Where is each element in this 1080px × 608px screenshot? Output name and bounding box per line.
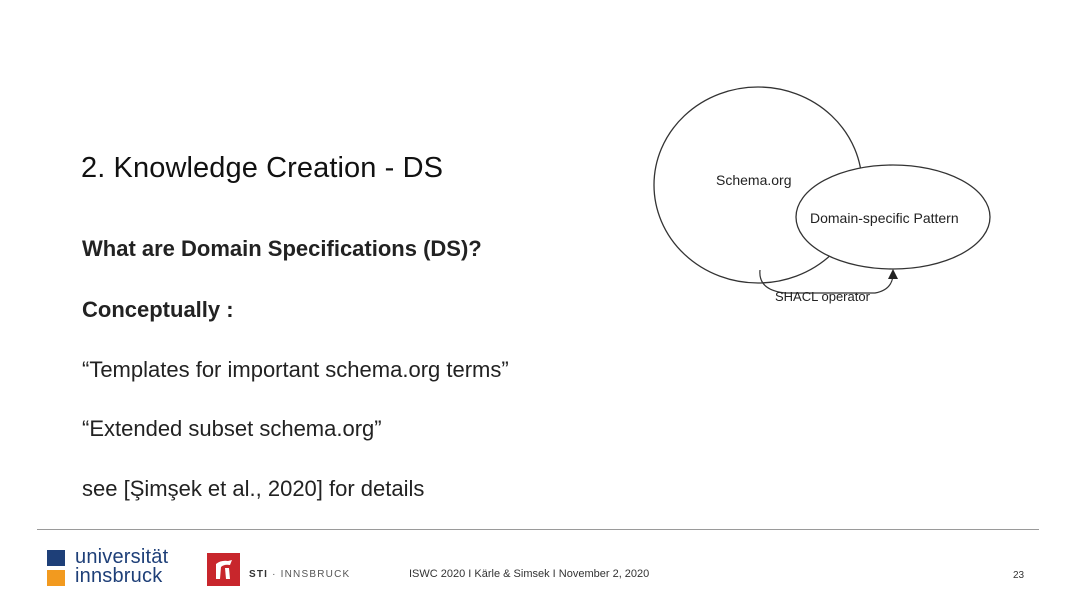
venn-diagram	[640, 80, 1000, 310]
footer-conference-info: ISWC 2020 I Kärle & Simsek I November 2, 2020	[409, 568, 650, 580]
sti-logo-icon	[207, 553, 240, 586]
templates-quote: “Templates for important schema.org terms”	[82, 357, 509, 382]
domain-pattern-label: Domain-specific Pattern	[810, 210, 959, 226]
university-name-line2: innsbruck	[75, 565, 163, 587]
university-logo	[47, 548, 187, 590]
footer	[0, 540, 1080, 608]
reference-line: see [Şimşek et al., 2020] for details	[82, 476, 425, 501]
logo-square-orange	[47, 570, 65, 586]
schema-org-label: Schema.org	[716, 172, 792, 188]
university-name-line1: universität	[75, 546, 169, 568]
slide-title: 2. Knowledge Creation - DS	[81, 152, 444, 184]
shacl-operator-label: SHACL operator	[775, 289, 870, 304]
conceptually-line: Conceptually :	[82, 297, 234, 322]
page-number: 23	[1013, 570, 1025, 581]
arrow-head	[888, 269, 898, 279]
sti-innsbruck-label: STI · INNSBRUCK	[249, 569, 351, 580]
logo-square-blue	[47, 550, 65, 566]
subset-quote: “Extended subset schema.org”	[82, 416, 382, 441]
footer-divider	[37, 529, 1039, 530]
question-line: What are Domain Specifications (DS)?	[82, 236, 482, 261]
